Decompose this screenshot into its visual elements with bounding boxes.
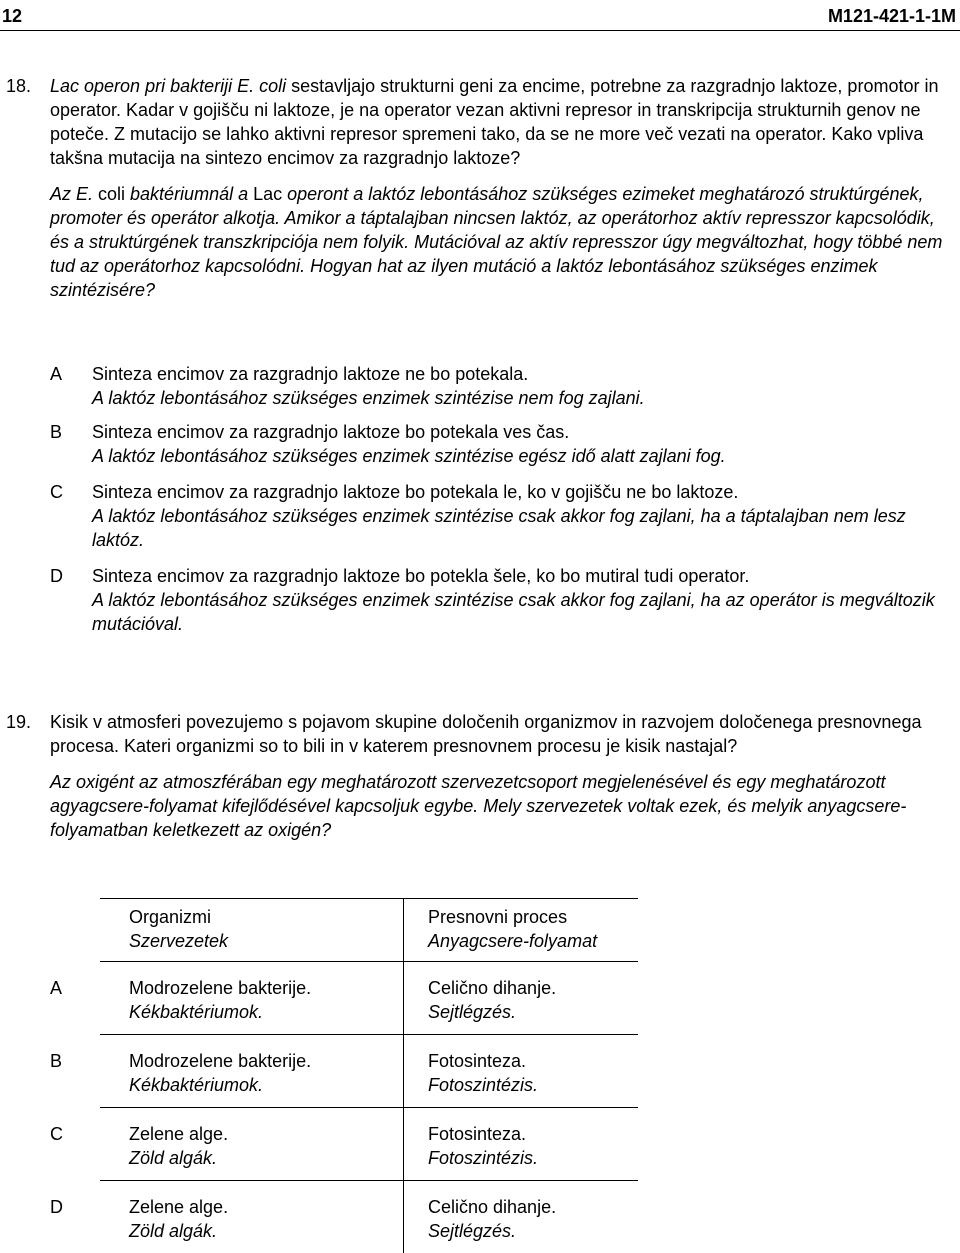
question-19 [50, 710, 950, 842]
cell-text-hungarian: Fotoszintézis. [428, 1073, 638, 1097]
question-text-segment: sestavljajo strukturni geni za encime, potrebne za razgradnjo laktoze, promotor in operator. Kadar v gojišču ni laktoze, je na operator vezan aktivni represor in transkripcija strukturnih genov ne poteče. Z mutacijo se lahko aktivni represor spremeni tako, da se ne more več vezati na operator. Kako vpliva takšna mutacija na sintezo encimov za razgradnjo laktoze? [50, 76, 938, 168]
process-cell [404, 962, 639, 1035]
answer-text-slovene: Sinteza encimov za razgradnjo laktoze bo potekala le, ko v gojišču ne bo laktoze. [92, 480, 950, 504]
cell-text-hungarian: Zöld algák. [129, 1146, 403, 1170]
cell-text-slovene: Celično dihanje. [428, 1195, 638, 1219]
answer-option-d[interactable] [50, 564, 950, 636]
question-text-segment: coli [93, 184, 130, 204]
question-text-slovene [50, 74, 950, 170]
cell-text-hungarian: Zöld algák. [129, 1219, 403, 1243]
question-text-segment: Az E. [50, 184, 93, 204]
page-header [0, 0, 960, 31]
cell-text-hungarian: Kékbaktériumok. [129, 1000, 403, 1024]
page-number: 12 [2, 4, 22, 28]
answer-letter: D [50, 1181, 100, 1253]
answer-letter: A [50, 962, 100, 1035]
organism-cell [100, 1108, 404, 1181]
column-header-organisms [100, 899, 404, 962]
answer-letter: C [50, 480, 63, 504]
question-text-segment: Lac operon pri bakteriji [50, 76, 237, 96]
question-number: 19. [6, 710, 31, 734]
question-text-segment: baktériumnál a [130, 184, 253, 204]
cell-text-slovene: Modrozelene bakterije. [129, 976, 403, 1000]
question-text-slovene: Kisik v atmosferi povezujemo s pojavom skupine določenih organizmov in razvojem določenega presnovnega procesa. Kateri organizmi so to bili in v katerem presnovnem procesu je kisik nastajal? [50, 710, 950, 758]
cell-text-slovene: Modrozelene bakterije. [129, 1049, 403, 1073]
table-row[interactable] [50, 1181, 638, 1253]
header-text-hungarian: Szervezetek [129, 929, 403, 953]
process-cell [404, 1181, 639, 1253]
header-text-slovene: Organizmi [129, 905, 403, 929]
question-number: 18. [6, 74, 31, 98]
question-18 [50, 74, 950, 302]
header-text-hungarian: Anyagcsere-folyamat [428, 929, 638, 953]
table-row[interactable] [50, 1108, 638, 1181]
cell-text-hungarian: Kékbaktériumok. [129, 1073, 403, 1097]
answer-letter: B [50, 420, 62, 444]
organism-cell [100, 962, 404, 1035]
question-text-segment: Lac [253, 184, 282, 204]
process-cell [404, 1108, 639, 1181]
table-row[interactable] [50, 1035, 638, 1108]
organism-cell [100, 1181, 404, 1253]
table-header-row [50, 899, 638, 962]
document-code: M121-421-1-1M [828, 4, 956, 28]
answer-option-a[interactable] [50, 362, 950, 410]
cell-text-slovene: Zelene alge. [129, 1195, 403, 1219]
answer-text-hungarian: A laktóz lebontásához szükséges enzimek szintézise csak akkor fog zajlani, ha az operátor is megváltozik mutációval. [92, 588, 950, 636]
answer-text-hungarian: A laktóz lebontásához szükséges enzimek szintézise egész idő alatt zajlani fog. [92, 444, 950, 468]
cell-text-slovene: Fotosinteza. [428, 1049, 638, 1073]
answer-table [50, 898, 638, 1253]
question-text-hungarian: Az oxigént az atmoszférában egy meghatározott szervezetcsoport megjelenésével és egy meghatározott agyagcsere-folyamat kifejlődésével kapcsoljuk egybe. Mely szervezetek voltak ezek, és melyik anyagcsere-folyamatban keletkezett az oxigén? [50, 770, 950, 842]
answer-text-hungarian: A laktóz lebontásához szükséges enzimek szintézise csak akkor fog zajlani, ha a táptalajban nem lesz laktóz. [92, 504, 950, 552]
question-text-segment: operont a laktóz lebontásához szükséges ezimeket meghatározó struktúrgének, promoter és operátor alkotja. Amikor a táptalajban nincsen laktóz, az operátorhoz aktív represszor kapcsolódik, és a struktúrgének transzkripciója nem folyik. Mutációval az aktív represszor úgy megváltozhat, hogy többé nem tud az operátorhoz kapcsolódni. Hogyan hat az ilyen mutáció a laktóz lebontásához szükséges enzimek szintézisére? [50, 184, 942, 300]
table-row[interactable] [50, 962, 638, 1035]
cell-text-slovene: Zelene alge. [129, 1122, 403, 1146]
process-cell [404, 1035, 639, 1108]
answer-option-c[interactable] [50, 480, 950, 552]
answer-letter: D [50, 564, 63, 588]
answer-letter: C [50, 1108, 100, 1181]
question-text-hungarian [50, 182, 950, 302]
column-header-process [404, 899, 639, 962]
cell-text-hungarian: Sejtlégzés. [428, 1219, 638, 1243]
organism-cell [100, 1035, 404, 1108]
answer-text-slovene: Sinteza encimov za razgradnjo laktoze bo potekla šele, ko bo mutiral tudi operator. [92, 564, 950, 588]
cell-text-slovene: Celično dihanje. [428, 976, 638, 1000]
answer-text-hungarian: A laktóz lebontásához szükséges enzimek szintézise nem fog zajlani. [92, 386, 950, 410]
cell-text-hungarian: Fotoszintézis. [428, 1146, 638, 1170]
question-text-segment: E. coli [237, 76, 286, 96]
answer-letter: A [50, 362, 62, 386]
cell-text-slovene: Fotosinteza. [428, 1122, 638, 1146]
header-text-slovene: Presnovni proces [428, 905, 638, 929]
answer-letter: B [50, 1035, 100, 1108]
answer-text-slovene: Sinteza encimov za razgradnjo laktoze bo potekala ves čas. [92, 420, 950, 444]
answer-option-b[interactable] [50, 420, 950, 468]
answer-text-slovene: Sinteza encimov za razgradnjo laktoze ne bo potekala. [92, 362, 950, 386]
cell-text-hungarian: Sejtlégzés. [428, 1000, 638, 1024]
